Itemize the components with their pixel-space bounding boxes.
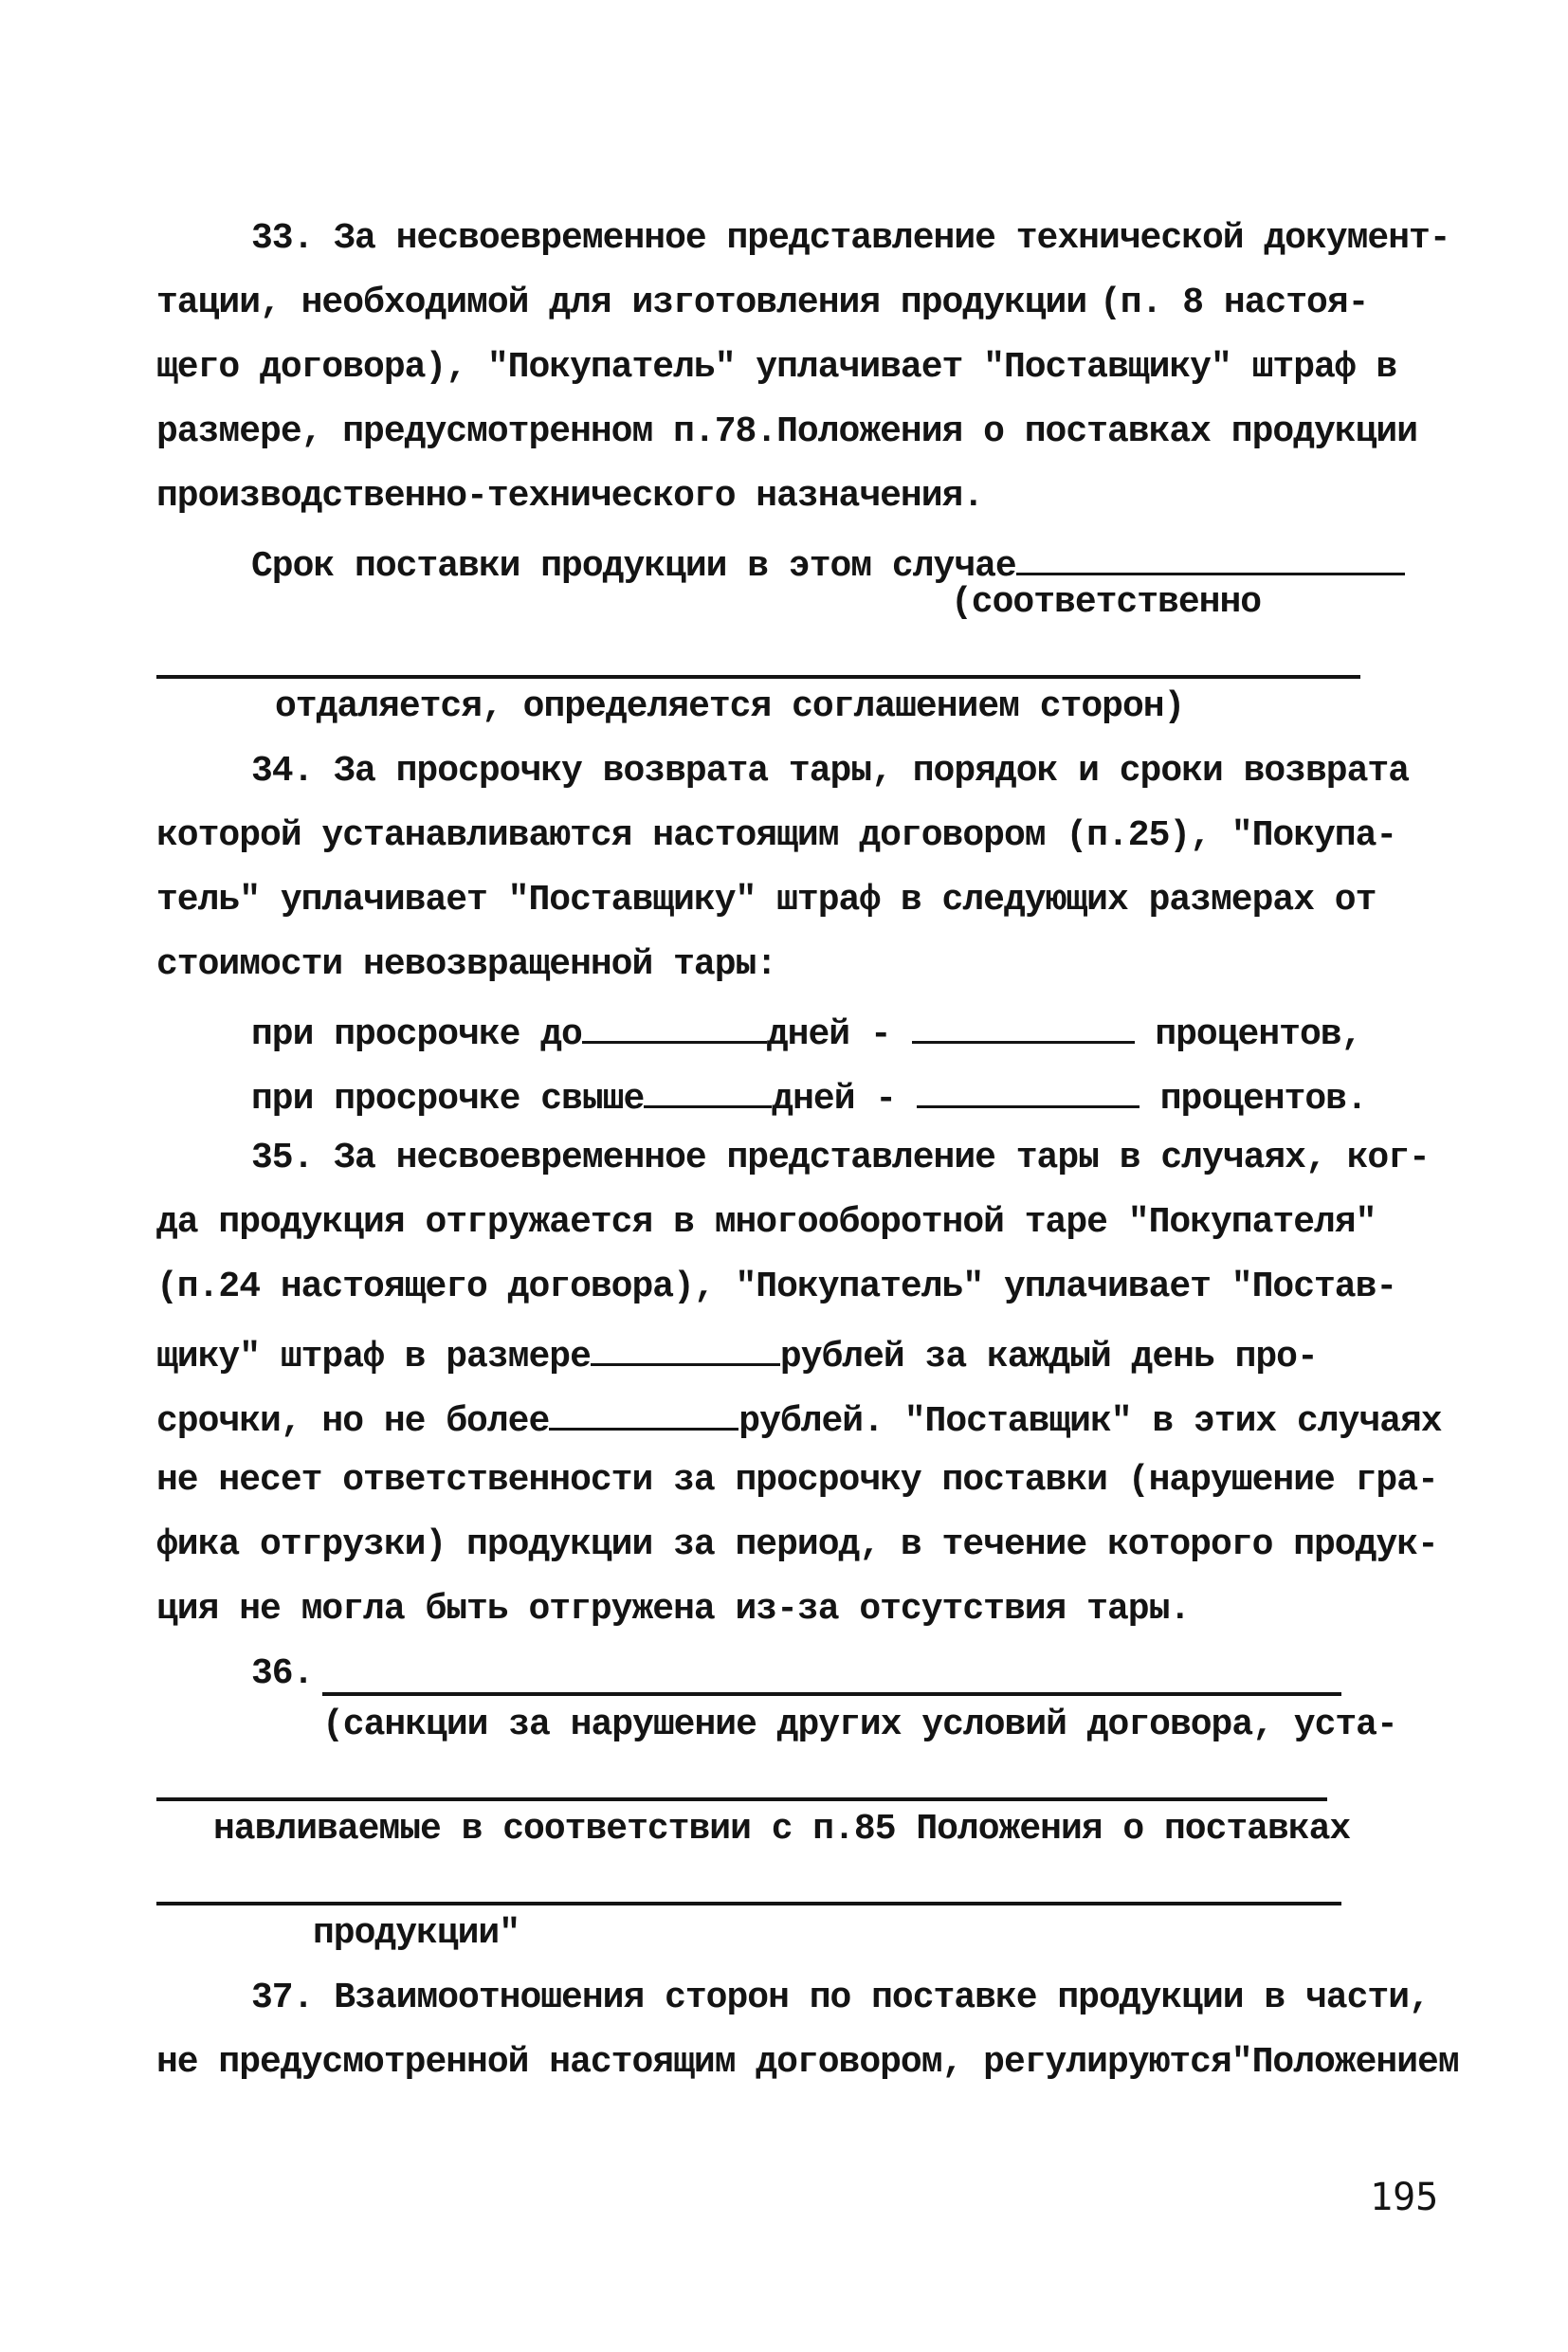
penalty-row-1-label: при просрочке до bbox=[251, 1014, 582, 1055]
delivery-term-note-2: отдаляется, определяется соглашением сторон) bbox=[275, 686, 1185, 727]
p36-note-2: навливаемые в соответствии с п.85 Положения о поставках bbox=[213, 1809, 1351, 1850]
penalty-row-1-days: дней - bbox=[766, 1014, 891, 1055]
delivery-term-blank bbox=[1016, 538, 1405, 575]
page-number: 195 bbox=[1370, 2176, 1439, 2219]
p37-line-1: 37. Взаимоотношения сторон по поставке продукции в части, bbox=[251, 1978, 1430, 2018]
penalty-row-2-unit: процентов. bbox=[1159, 1079, 1367, 1120]
penalty-row-2 bbox=[251, 1071, 1367, 1122]
p35-line-5-start: срочки, но не более bbox=[156, 1401, 550, 1442]
p33-line-2-ref: (п. 8 настоя- bbox=[1100, 283, 1369, 323]
delivery-term-label: Срок поставки продукции в этом случае bbox=[251, 546, 1016, 587]
delivery-term-note-1: (соответственно bbox=[951, 582, 1262, 623]
rubles-per-day-blank bbox=[591, 1329, 780, 1366]
p33-line-4: размере, предусмотренном п.78.Положения о поставках продукции bbox=[156, 411, 1418, 452]
p34-line-2: которой устанавливаются настоящим договором (п.25), "Покупа- bbox=[156, 815, 1397, 856]
p35-line-3: (п.24 настоящего договора), "Покупатель" уплачивает "Постав- bbox=[156, 1267, 1397, 1307]
days-blank bbox=[582, 1007, 767, 1044]
days-blank bbox=[644, 1071, 772, 1108]
p35-line-1: 35. За несвоевременное представление тары в случаях, ког- bbox=[251, 1138, 1430, 1178]
p34-line-4: стоимости невозвращенной тары: bbox=[156, 944, 777, 985]
p36-number: 36. bbox=[251, 1653, 314, 1694]
fill-line bbox=[156, 1797, 1327, 1801]
percent-blank bbox=[912, 1007, 1135, 1044]
p34-line-3: тель" уплачивает "Поставщику" штраф в следующих размерах от bbox=[156, 880, 1377, 921]
p33-line-1: 33. За несвоевременное представление технической документ- bbox=[251, 218, 1450, 259]
p35-line-7: фика отгрузки) продукции за период, в течение которого продук- bbox=[156, 1524, 1438, 1565]
p36-note-3: продукции" bbox=[313, 1913, 520, 1954]
p35-line-4 bbox=[156, 1329, 1318, 1380]
p35-line-5 bbox=[156, 1394, 1442, 1445]
max-rubles-blank bbox=[549, 1394, 738, 1431]
penalty-row-2-label: при просрочке свыше bbox=[251, 1079, 645, 1120]
p34-line-1: 34. За просрочку возврата тары, порядок и сроки возврата bbox=[251, 751, 1410, 792]
p35-line-5-end: рублей. "Поставщик" в этих случаях bbox=[738, 1401, 1442, 1442]
fill-line bbox=[156, 1902, 1341, 1905]
p37-line-2: не предусмотренной настоящим договором, регулируются"Положением bbox=[156, 2042, 1459, 2083]
p35-line-6: не несет ответственности за просрочку поставки (нарушение гра- bbox=[156, 1460, 1438, 1501]
p36-note-1: (санкции за нарушение других условий договора, уста- bbox=[322, 1705, 1397, 1745]
p35-line-4-start: щику" штраф в размере bbox=[156, 1337, 591, 1377]
percent-blank bbox=[917, 1071, 1140, 1108]
penalty-row-1 bbox=[251, 1007, 1361, 1058]
p33-line-5: производственно-технического назначения. bbox=[156, 476, 984, 517]
penalty-row-1-unit: процентов, bbox=[1155, 1014, 1362, 1055]
penalty-row-2-days: дней - bbox=[772, 1079, 897, 1120]
p35-line-4-end: рублей за каждый день про- bbox=[779, 1337, 1318, 1377]
p35-line-8: ция не могла быть отгружена из-за отсутствия тары. bbox=[156, 1589, 1191, 1630]
p33-line-3: щего договора), "Покупатель" уплачивает "Поставщику" штраф в bbox=[156, 347, 1397, 388]
p33-line-2: тации, необходимой для изготовления продукции bbox=[156, 283, 1087, 323]
fill-line bbox=[322, 1692, 1341, 1696]
p35-line-2: да продукция отгружается в многооборотной таре "Покупателя" bbox=[156, 1202, 1377, 1243]
fill-line bbox=[156, 675, 1360, 679]
